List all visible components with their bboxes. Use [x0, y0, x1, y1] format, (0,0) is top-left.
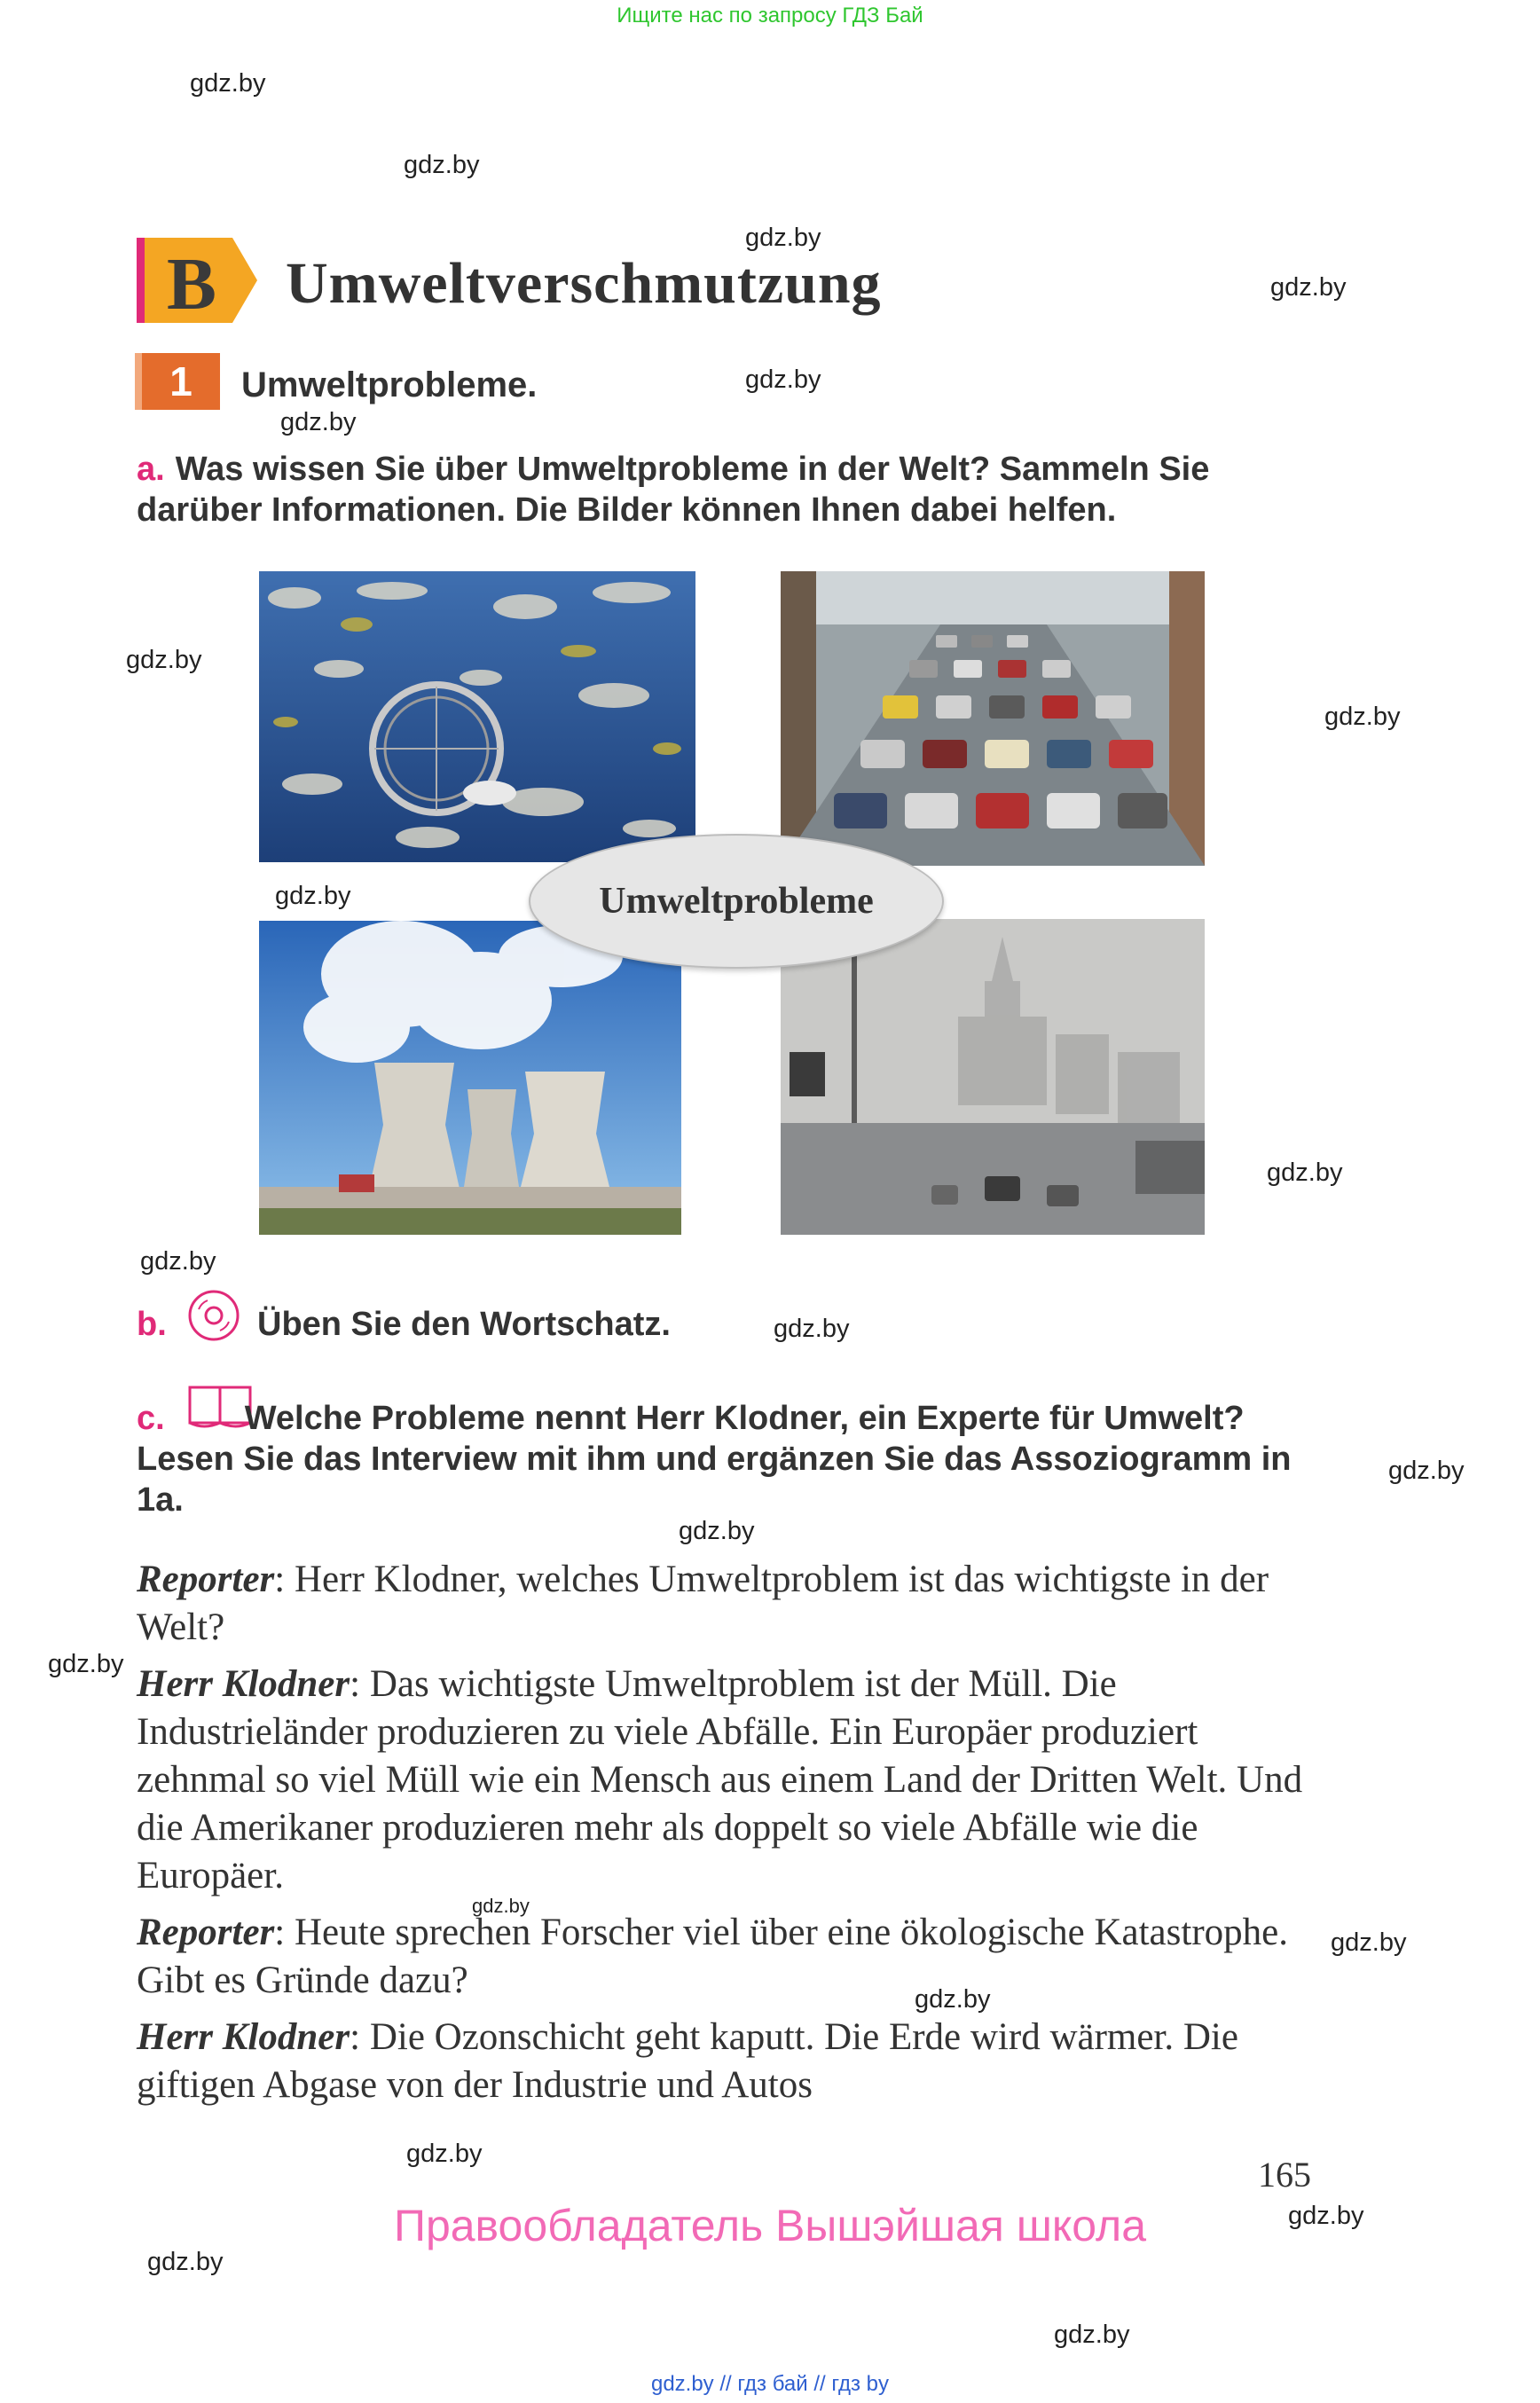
task-a-text: Was wissen Sie über Umweltprobleme in der Welt? Sammeln Sie darüber Informationen. Die Bilder können Ihnen dabei helfen. — [137, 451, 1210, 529]
exercise-title: Umweltprobleme. — [241, 365, 538, 404]
dialog-text: Heute sprechen Forscher viel über eine ökologische Katastrophe. Gibt es Gründe dazu? — [137, 1912, 1288, 2001]
watermark: gdz.by — [1331, 1928, 1407, 1957]
watermark: gdz.by — [1388, 1457, 1465, 1485]
watermark: gdz.by — [679, 1517, 755, 1545]
watermark: gdz.by — [1324, 703, 1401, 731]
audio-cd-icon — [186, 1288, 241, 1343]
exercise-number: 1 — [142, 353, 220, 410]
interview-dialog — [137, 1556, 1325, 2109]
dialog-text: Herr Klodner, welches Umweltproblem ist das wichtigste in der Welt? — [137, 1559, 1269, 1648]
watermark: gdz.by — [275, 882, 351, 910]
dialog-line: Reporter: Heute sprechen Forscher viel über eine ökologische Katastrophe. Gibt es Gründe dazu? — [137, 1912, 1288, 2001]
footer-links[interactable]: gdz.by // гдз бай // гдз by — [650, 2372, 890, 2396]
watermark: gdz.by — [404, 151, 480, 179]
dialog-text: Das wichtigste Umweltproblem ist der Müll. Die Industrieländer produzieren zu viele Abfälle. Ein Europäer produziert zehnmal so viel Müll wie ein Mensch aus einem Land der Dritten Welt. Und die Amerikaner produzieren mehr als doppelt so viele Abfälle wie die Europäer. — [137, 1663, 1303, 1896]
speaker-name: Reporter — [137, 1559, 275, 1600]
watermark: gdz.by — [190, 69, 266, 98]
top-banner: Ищите нас по запросу ГДЗ Бай — [617, 4, 923, 27]
watermark: gdz.by — [472, 1895, 530, 1917]
section-letter: B — [166, 243, 217, 323]
center-label-oval: Umweltprobleme — [529, 834, 944, 969]
watermark: gdz.by — [1270, 273, 1347, 302]
traffic-jam-photo — [781, 571, 1205, 866]
watermark: gdz.by — [774, 1315, 850, 1343]
watermark: gdz.by — [406, 2140, 483, 2168]
task-a-label: a. — [137, 451, 165, 488]
task-c-text: Welche Probleme nennt Herr Klodner, ein Experte für Umwelt? Lesen Sie das Interview mit ihm und ergänzen Sie das Assoziogramm in 1a. — [137, 1400, 1292, 1519]
watermark: gdz.by — [1054, 2321, 1130, 2349]
smog-city-photo — [781, 919, 1205, 1235]
task-c-label: c. — [137, 1400, 165, 1437]
dialog-line: Reporter: Herr Klodner, welches Umweltproblem ist das wichtigste in der Welt? — [137, 1559, 1269, 1648]
dialog-line: Herr Klodner: Die Ozonschicht geht kaputt. Die Erde wird wärmer. Die giftigen Abgase von der Industrie und Autos — [137, 2016, 1238, 2106]
watermark: gdz.by — [126, 646, 202, 674]
water-pollution-photo — [259, 571, 695, 862]
copyright-notice: Правообладатель Вышэйшая школа — [394, 2201, 1146, 2250]
dialog-text: Die Ozonschicht geht kaputt. Die Erde wird wärmer. Die giftigen Abgase von der Industrie und Autos — [137, 2016, 1238, 2106]
watermark: gdz.by — [280, 408, 357, 436]
speaker-name: Reporter — [137, 1912, 275, 1953]
section-badge — [137, 238, 257, 323]
watermark: gdz.by — [915, 1985, 991, 2014]
watermark: gdz.by — [48, 1650, 124, 1678]
watermark: gdz.by — [745, 224, 821, 252]
task-b-label: b. — [137, 1306, 167, 1343]
task-c — [137, 1398, 1325, 1520]
speaker-name: Herr Klodner — [137, 1663, 350, 1705]
section-title: Umweltverschmutzung — [286, 251, 882, 316]
watermark: gdz.by — [1288, 2202, 1364, 2230]
watermark: gdz.by — [1267, 1158, 1343, 1187]
task-a — [137, 449, 1343, 530]
task-b-text: Üben Sie den Wortschatz. — [257, 1306, 671, 1343]
watermark: gdz.by — [140, 1247, 216, 1276]
watermark: gdz.by — [147, 2248, 224, 2276]
watermark: gdz.by — [745, 365, 821, 394]
page-number: 165 — [1258, 2155, 1311, 2195]
task-b — [137, 1304, 177, 1345]
speaker-name: Herr Klodner — [137, 2016, 350, 2058]
power-plant-photo — [259, 921, 681, 1235]
dialog-line: Herr Klodner: Das wichtigste Umweltproblem ist der Müll. Die Industrieländer produzieren zu viele Abfälle. Ein Europäer produziert zehnmal so viel Müll wie ein Mensch aus einem Land der Dritten Welt. Und die Amerikaner produzieren mehr als doppelt so viele Abfälle wie die Europäer. — [137, 1663, 1303, 1896]
